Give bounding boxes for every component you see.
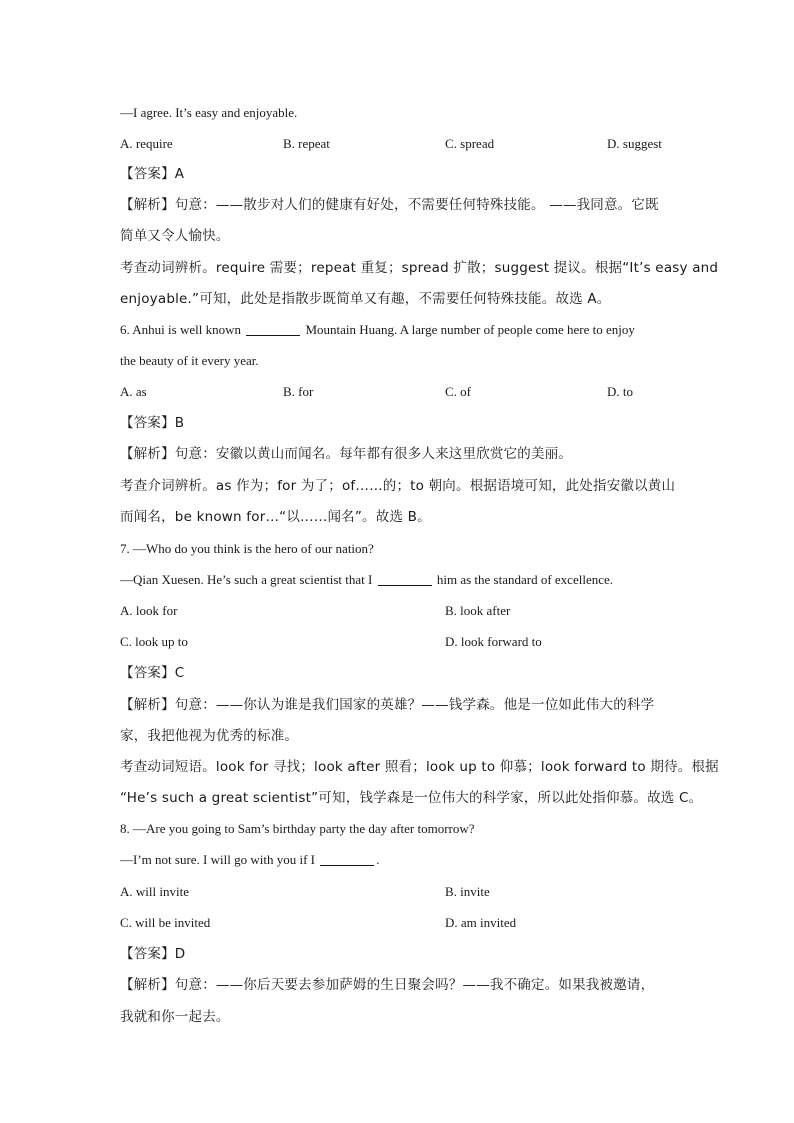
q7-option-c: C. look up to (120, 634, 188, 649)
q8-stem-end: . (376, 852, 380, 867)
q7-analysis-line-3: 考查动词短语。look for 寻找；look after 照看；look up to 仰慕；look forward to 期待。根据 (120, 759, 719, 775)
q5-analysis-line-1: 【解析】句意：——散步对人们的健康有好处，不需要任何特殊技能。 ——我同意。它既 (120, 197, 659, 213)
q6-stem-line-1 (120, 322, 680, 338)
q5-option-a: A. require (120, 136, 173, 151)
q5-analysis-line-3: 考查动词辨析。require 需要；repeat 重复；spread 扩散；suggest 提议。根据“It’s easy and (120, 260, 719, 276)
q8-stem-line-1: 8. —Are you going to Sam’s birthday party the day after tomorrow? (120, 821, 475, 836)
q6-analysis-line-2: 考查介词辨析。as 作为；for 为了；of……的；to 朝向。根据语境可知，此处指安徽以黄山 (120, 478, 676, 494)
q6-stem-start: 6. Anhui is well known (120, 322, 241, 337)
q8-option-c: C. will be invited (120, 915, 211, 930)
q8-answer-blank (320, 853, 374, 866)
q5-option-c: C. spread (445, 136, 495, 151)
q6-option-a: A. as (120, 384, 147, 399)
q5-option-d: D. suggest (607, 136, 662, 151)
q7-stem-start: —Qian Xuesen. He’s such a great scientist that I (120, 572, 373, 587)
q7-analysis-line-2: 家，我把他视为优秀的标准。 (120, 728, 299, 744)
q7-stem-line-1: 7. —Who do you think is the hero of our nation? (120, 541, 374, 556)
q8-stem-start: —I’m not sure. I will go with you if I (120, 852, 315, 867)
q8-analysis-line-1: 【解析】句意：——你后天要去参加萨姆的生日聚会吗？——我不确定。如果我被邀请， (120, 977, 655, 993)
q7-option-a: A. look for (120, 603, 178, 618)
q8-answer: 【答案】D (120, 946, 186, 962)
q5-analysis-line-4: enjoyable.”可知，此处是指散步既简单又有趣，不需要任何特殊技能。故选 A。 (120, 291, 611, 307)
q7-stem-line-2 (120, 572, 680, 588)
q7-stem-end: him as the standard of excellence. (436, 572, 614, 587)
q8-option-b: B. invite (445, 884, 490, 899)
q5-answer: 【答案】A (120, 166, 185, 182)
q8-stem-line-2 (120, 852, 680, 868)
q6-option-d: D. to (607, 384, 633, 399)
q6-stem-line-2: the beauty of it every year. (120, 353, 259, 368)
q6-analysis-line-1: 【解析】句意：安徽以黄山而闻名。每年都有很多人来这里欣赏它的美丽。 (120, 446, 573, 462)
q7-option-b: B. look after (445, 603, 511, 618)
q7-analysis-line-1: 【解析】句意：——你认为谁是我们国家的英雄？——钱学森。他是一位如此伟大的科学 (120, 697, 655, 713)
q6-option-b: B. for (283, 384, 314, 399)
q5-reply: —I agree. It’s easy and enjoyable. (120, 105, 298, 120)
q7-option-d: D. look forward to (445, 634, 542, 649)
q7-answer-blank (378, 573, 432, 586)
q8-analysis-line-2: 我就和你一起去。 (120, 1009, 230, 1025)
q5-analysis-line-2: 简单又令人愉快。 (120, 228, 230, 244)
q6-analysis-line-3: 而闻名，be known for…“以……闻名”。故选 B。 (120, 509, 431, 525)
q8-option-d: D. am invited (445, 915, 517, 930)
q8-option-a: A. will invite (120, 884, 189, 899)
q7-analysis-line-4: “He’s such a great scientist”可知，钱学森是一位伟大的科学家，所以此处指仰慕。故选 C。 (120, 790, 703, 806)
q7-answer: 【答案】C (120, 665, 185, 681)
q6-answer: 【答案】B (120, 415, 185, 431)
q6-answer-blank (246, 323, 300, 336)
q6-stem-end: Mountain Huang. A large number of people come here to enjoy (305, 322, 635, 337)
q5-option-b: B. repeat (283, 136, 330, 151)
q6-option-c: C. of (445, 384, 471, 399)
